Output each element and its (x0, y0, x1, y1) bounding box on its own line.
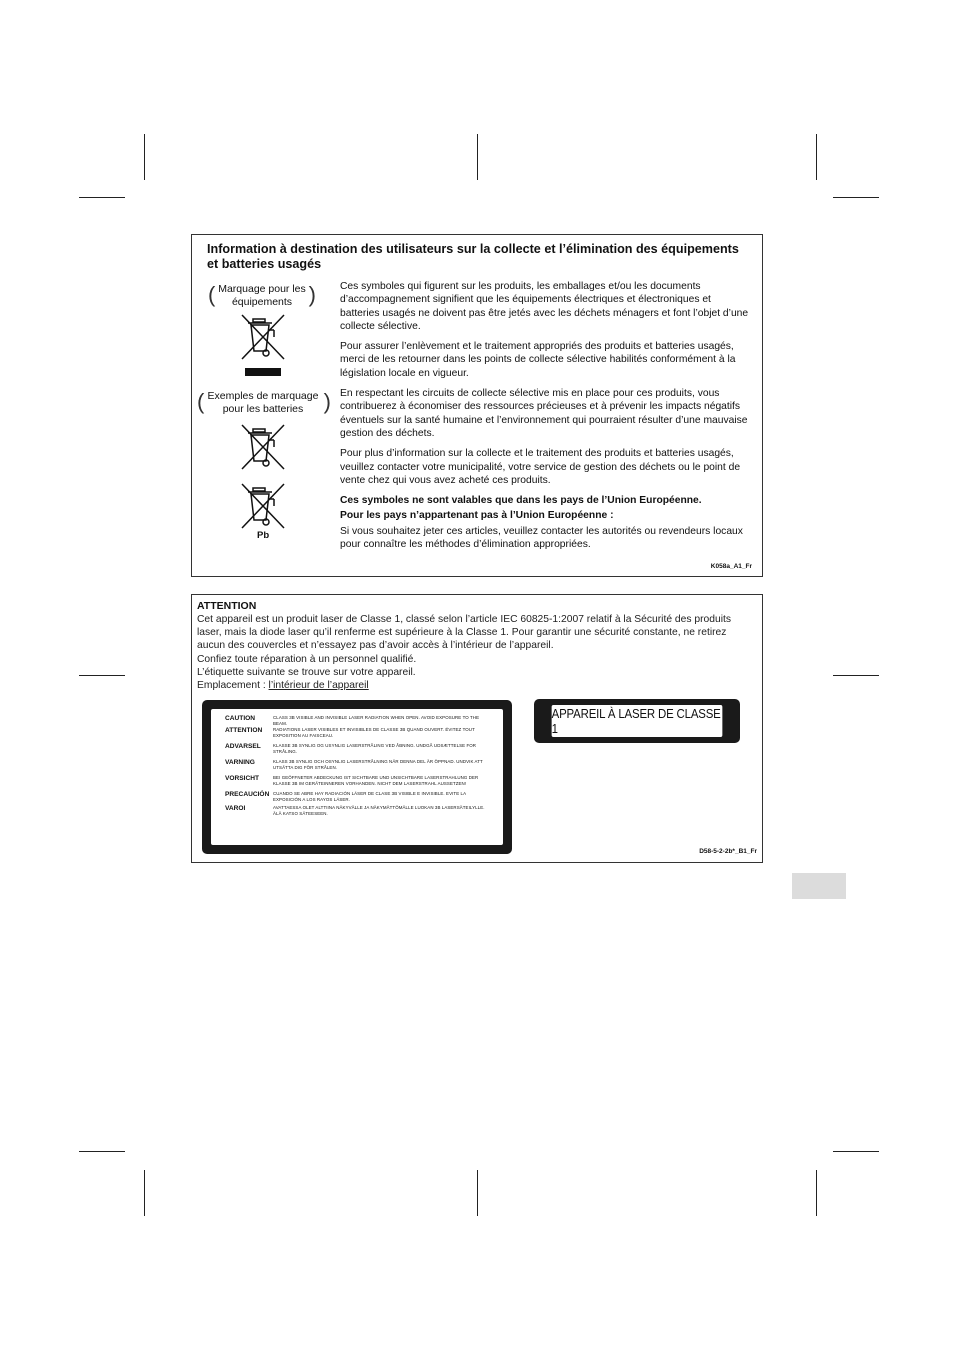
page-tab-marker (792, 873, 846, 899)
non-eu-title: Pour les pays n’appartenant pas à l’Union Européenne : (340, 510, 614, 522)
eu-only-notice: Ces symboles ne sont valables que dans les pays de l’Union Européenne. (340, 495, 702, 507)
attention-line: Cet appareil est un produit laser de Classe 1, classé selon l’article IEC 60825-1:2007 relatif à la Sécurité des produits (197, 614, 732, 625)
weee-title: Information à destination des utilisateurs sur la collecte et l’élimination des équipements et batteries usagés (207, 242, 739, 271)
attention-line: aucun des couvercles et n’essayez pas d’avoir accès à l’intérieur de l’appareil. (197, 640, 554, 652)
crossed-bin-battery-icon (238, 422, 288, 472)
crop-mark (144, 134, 145, 180)
crop-mark (79, 1151, 125, 1152)
crop-mark (144, 1170, 145, 1216)
weee-paragraph: En respectant les circuits de collecte sélective mis en place pour ces produits, vous contribuerez à économiser des ressources précieuses et à prévenir les impacts négatifs éventuels sur la santé humaine et l’environnement qui pourraient résulter d’une mauvaise gestion des déchets. (340, 388, 748, 439)
laser-doc-code: D58-5-2-2b*_B1_Fr (699, 848, 757, 855)
attention-line: L’étiquette suivante se trouve sur votre appareil. (197, 666, 416, 678)
crop-mark (477, 134, 478, 180)
crop-mark (79, 675, 125, 676)
weee-paragraph: Pour assurer l’enlèvement et le traitement appropriés des produits et batteries usagés, merci de les retourner dans les points de collecte sélective habilités conformément à la législation locale en vigueur. (340, 341, 736, 379)
crop-mark (833, 1151, 879, 1152)
pb-label: Pb (257, 530, 270, 541)
equipment-marking-label: ( Marquage pour les équipements ) (208, 282, 316, 308)
battery-marking-label: ( Exemples de marquage pour les batteries ) (197, 389, 331, 415)
crop-mark (816, 134, 817, 180)
location-line: Emplacement : l’intérieur de l’appareil (197, 680, 369, 692)
laser-class-label (534, 699, 740, 743)
laser-info-box (191, 594, 763, 863)
attention-text (197, 613, 757, 692)
crop-mark (79, 197, 125, 198)
weee-paragraph: Ces symboles qui figurent sur les produits, les emballages et/ou les documents d’accompagnement signifient que les équipements électriques et électroniques et batteries usagés ne doivent pas être jetés avec les déchets ménagers et font l’objet d’une collecte sélective. (340, 281, 749, 332)
crossed-bin-icon (238, 313, 288, 361)
crop-mark (833, 197, 879, 198)
crop-mark (816, 1170, 817, 1216)
weee-paragraph: Pour plus d’information sur la collecte et le traitement des produits et batteries usagés, veuillez contacter votre municipalité, votre service de gestion des déchets ou le point de vente chez qui vous avez acheté ces produits. (340, 448, 741, 486)
laser-warning-label (202, 700, 512, 854)
weee-info-box (191, 234, 763, 577)
location-value: l’intérieur de l’appareil (268, 680, 369, 692)
bin-underline-bar (245, 368, 281, 376)
weee-body-text (340, 280, 752, 558)
non-eu-text: Si vous souhaitez jeter ces articles, veuillez contacter les autorités ou revendeurs locaux pour connaître les méthodes d’élimination appropriées. (340, 525, 743, 551)
attention-line: laser, mais la diode laser qu’il renferme est supérieure à la Classe 1. Pour garantir une sécurité constante, ne retirez (197, 627, 727, 639)
attention-line: Confiez toute réparation à un personnel qualifié. (197, 653, 417, 665)
weee-doc-code: K058a_A1_Fr (710, 563, 752, 570)
laser-class-label-text: APPAREIL À LASER DE CLASSE 1 (551, 706, 721, 736)
attention-title: ATTENTION (197, 600, 257, 612)
laser-warning-label-inner: CAUTION CLASS 3B VISIBLE AND INVISIBLE LASER RADIATION WHEN OPEN. AVOID EXPOSURE TO THE BEAM. ATTENTION RADIATIONS LASER VISIBLES ET INVISIBLES DE CLASSE 3B QUAND OUVERT. ÉVITEZ TOUT EXPOSITION AU FAISCEAU. ADVARSEL KLASSE 3B SYNLIG OG USYNLIG LASERSTRÅLING VED ÅBNING. UNDGÅ UDSÆTTELSE FOR STRÅLING. VARNING KLASS 3B SYNLIG OCH OSYNLIG LASERSTRÅLNING NÄR DENNA DEL ÄR ÖPPNAD. UNDVIK ATT UTSÄTTA DIG FÖR STRÅLEN. VORSICHT BEI GEÖFFNETER ABDECKUNG IST SICHTBARE UND UNSICHTBARE LASERSTRAHLUNG DER KLASSE 3B IM GERÄTEINNEREN VORHANDEN. NICHT DEM LASERSTRAHL AUSSETZEN! PRECAUCIÓN CUANDO SE ABRE HAY RADIACIÓN LÁSER DE CLASE 3B VISIBLE E INVISIBLE. EVITE LA EXPOSICIÓN A LOS RAYOS LÁSER. VAROI AVATTAESSA OLET ALTTIINA NÄKYVÄLLE JA NÄKYMÄTTÖMÄLLE LUOKAN 3B LASERSÄTEILYLLE. ÄLÄ KATSO SÄTEESEEN. (211, 709, 503, 845)
crop-mark (477, 1170, 478, 1216)
crop-mark (833, 675, 879, 676)
crossed-bin-pb-icon (238, 481, 288, 531)
